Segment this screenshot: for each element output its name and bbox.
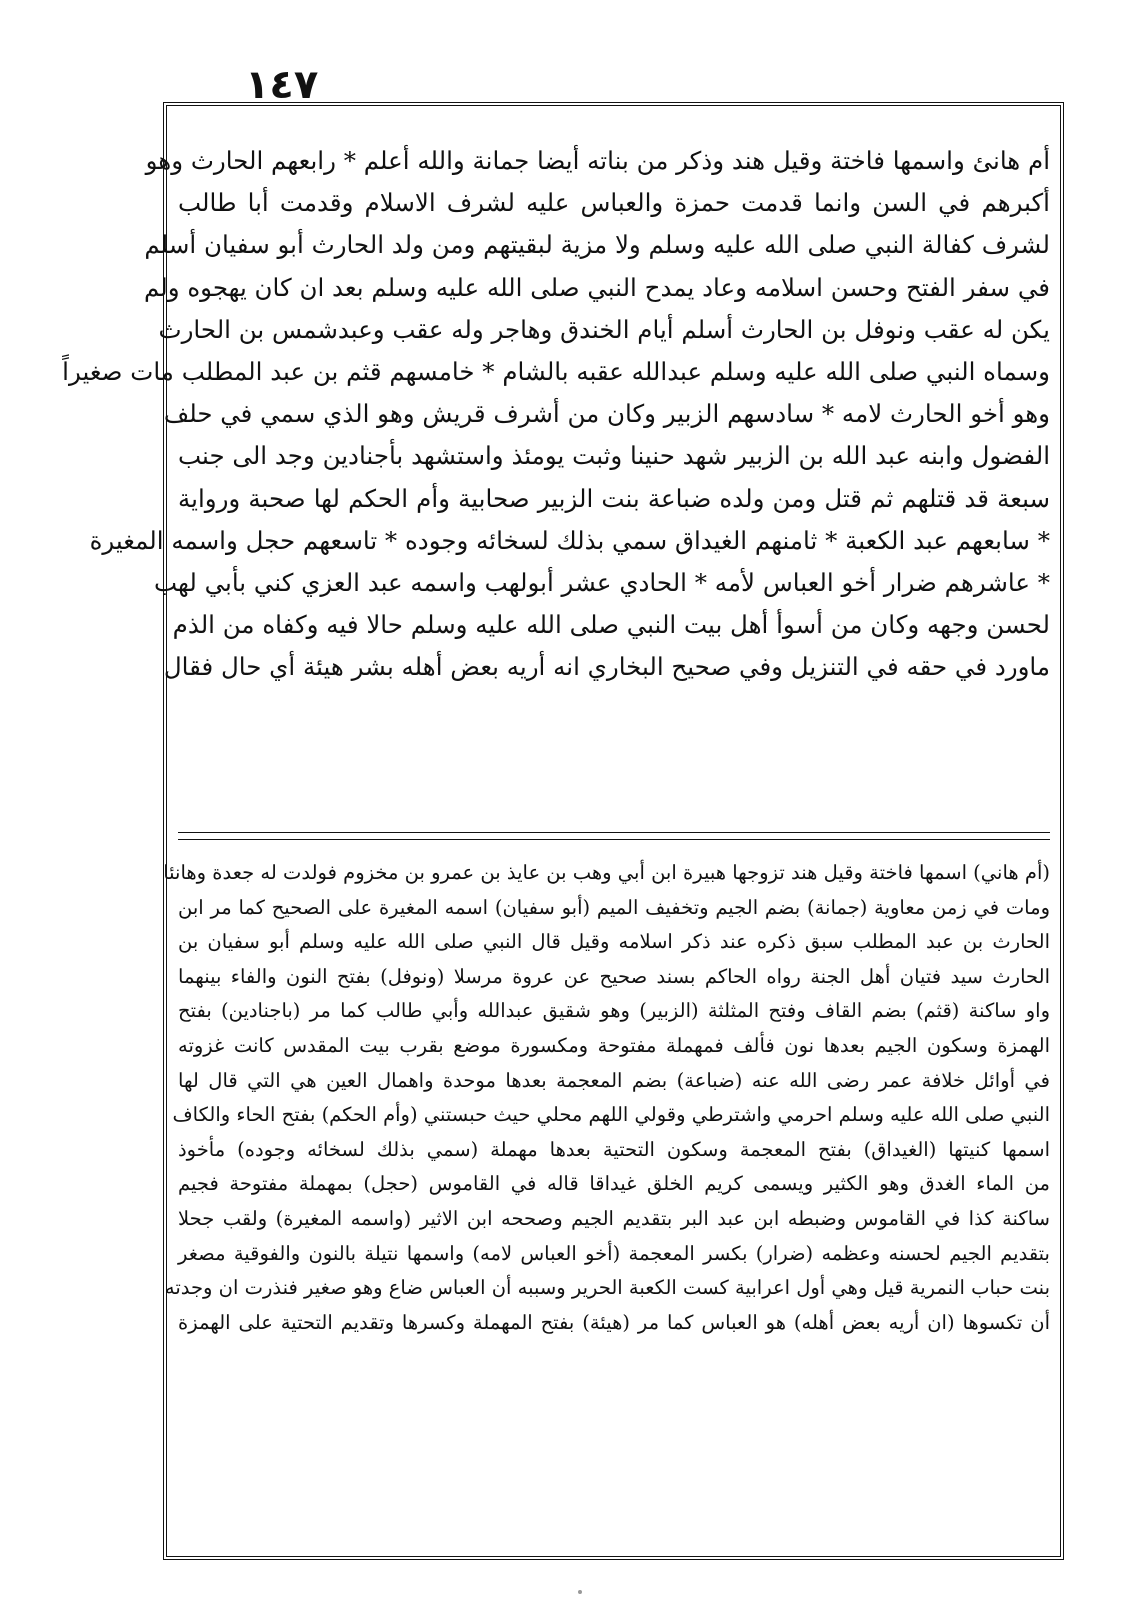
commentary-block	[163, 856, 1050, 1340]
page-number: ١٤٧	[245, 62, 319, 108]
commentary-line: أن تكسوها (ان أريه بعض أهله) هو العباس كما مر (هيئة) بفتح المهملة وكسرها وتقديم التحتية على الهمزة	[178, 1310, 1050, 1334]
main-text-line: أم هانئ واسمها فاختة وقيل هند وذكر من بناته أيضا جمانة والله أعلم * رابعهم الحارث وهو	[145, 146, 1050, 175]
commentary-line: ومات في زمن معاوية (جمانة) بضم الجيم وتخفيف الميم (أبو سفيان) اسمه المغيرة على الصحيح كما مر ابن	[178, 895, 1050, 919]
main-text-line: * عاشرهم ضرار أخو العباس لأمه * الحادي عشر أبولهب واسمه عبد العزي كني بأبي لهب	[154, 567, 1050, 597]
commentary-line: (أم هاني) اسمها فاختة وقيل هند تزوجها هبيرة ابن أبي وهب بن عايذ بن عمرو بن مخزوم فولدت له جعدة وهانئا	[163, 861, 1050, 884]
main-text-block	[62, 140, 1050, 688]
scan-speck	[578, 1590, 582, 1594]
commentary-line: في أوائل خلافة عمر رضى الله عنه (ضباعة) بضم المعجمة بعدها موحدة واهمال العين هي التي قال لها	[178, 1068, 1050, 1092]
main-text-line: الفضول وابنه عبد الله بن الزبير شهد حنينا وثبت يومئذ واستشهد بأجنادين وجد الى جنب	[178, 441, 1050, 471]
commentary-line: الحارث بن عبد المطلب سبق ذكره عند ذكر اسلامه وقيل قال النبي صلى الله عليه وسلم أبو سفيان بن	[178, 930, 1050, 954]
main-text-line: في سفر الفتح وحسن اسلامه وعاد يمدح النبي صلى الله عليه وسلم بعد ان كان يهجوه ولم	[143, 272, 1050, 302]
main-text-line: يكن له عقب ونوفل بن الحارث أسلم أيام الخندق وهاجر وله عقب وعبدشمس بن الحارث	[158, 314, 1050, 344]
main-text-line: وسماه النبي صلى الله عليه وسلم عبدالله عقبه بالشام * خامسهم قثم بن عبد المطلب مات صغيراً	[62, 356, 1050, 386]
commentary-line: النبي صلى الله عليه وسلم احرمي واشترطي وقولي اللهم محلي حيث حبستني (وأم الحكم) بفتح الحاء والكاف	[172, 1103, 1050, 1127]
section-divider	[178, 832, 1050, 840]
main-text-line: وهو أخو الحارث لامه * سادسهم الزبير وكان من أشرف قريش وهو الذي سمي في حلف	[163, 399, 1050, 429]
commentary-line: بنت حباب النمرية قيل وهي أول اعرابية كست الكعبة الحرير وسببه أن العباس ضاع وهو صغير فنذرت ان وجدته	[164, 1276, 1050, 1300]
commentary-line: ساكنة كذا في القاموس وضبطه ابن عبد البر بتقديم الجيم وصححه ابن الاثير (واسمه المغيرة) ولقب جحلا	[178, 1206, 1050, 1230]
main-text-line: لحسن وجهه وكان من أسوأ أهل بيت النبي صلى الله عليه وسلم حالا فيه وكفاه من الذم	[172, 610, 1050, 640]
commentary-line: بتقديم الجيم لحسنه وعظمه (ضرار) بكسر المعجمة (أخو العباس لامه) واسمها نتيلة بالنون والفوقية مصغر	[178, 1241, 1050, 1265]
commentary-line: من الماء الغدق وهو الكثير ويسمى كريم الخلق غيداقا قاله في القاموس (حجل) بمهملة مفتوحة فجيم	[178, 1172, 1050, 1196]
main-text-line: سبعة قد قتلهم ثم قتل ومن ولده ضباعة بنت الزبير صحابية وأم الحكم لها صحبة ورواية	[178, 483, 1050, 513]
commentary-line: اسمها كنيتها (الغيداق) بفتح المعجمة وسكون التحتية بعدها مهملة (سمي بذلك لسخائه وجوده) مأخوذ	[178, 1137, 1050, 1161]
main-text-line: * سابعهم عبد الكعبة * ثامنهم الغيداق سمي بذلك لسخائه وجوده * تاسعهم حجل واسمه المغيرة	[89, 525, 1050, 555]
main-text-line: لشرف كفالة النبي صلى الله عليه وسلم ولا مزية لبقيتهم ومن ولد الحارث أبو سفيان أسلم	[144, 230, 1050, 260]
commentary-line: الحارث سيد فتيان أهل الجنة رواه الحاكم بسند صحيح عن عروة مرسلا (ونوفل) بفتح النون والفاء بينهما	[178, 964, 1050, 988]
commentary-line: واو ساكنة (قثم) بضم القاف وفتح المثلثة (الزبير) وهو شقيق عبدالله وأبي طالب كما مر (باجنادين) بفتح	[178, 999, 1050, 1023]
commentary-line: الهمزة وسكون الجيم بعدها نون فألف فمهملة مفتوحة ومكسورة موضع بقرب بيت المقدس كانت غزوته	[178, 1033, 1050, 1057]
main-text-line: أكبرهم في السن وانما قدمت حمزة والعباس عليه لشرف الاسلام وقدمت أبا طالب	[178, 188, 1050, 218]
main-text-line: ماورد في حقه في التنزيل وفي صحيح البخاري انه أريه بعض أهله بشر هيئة أي حال فقال	[163, 652, 1050, 682]
